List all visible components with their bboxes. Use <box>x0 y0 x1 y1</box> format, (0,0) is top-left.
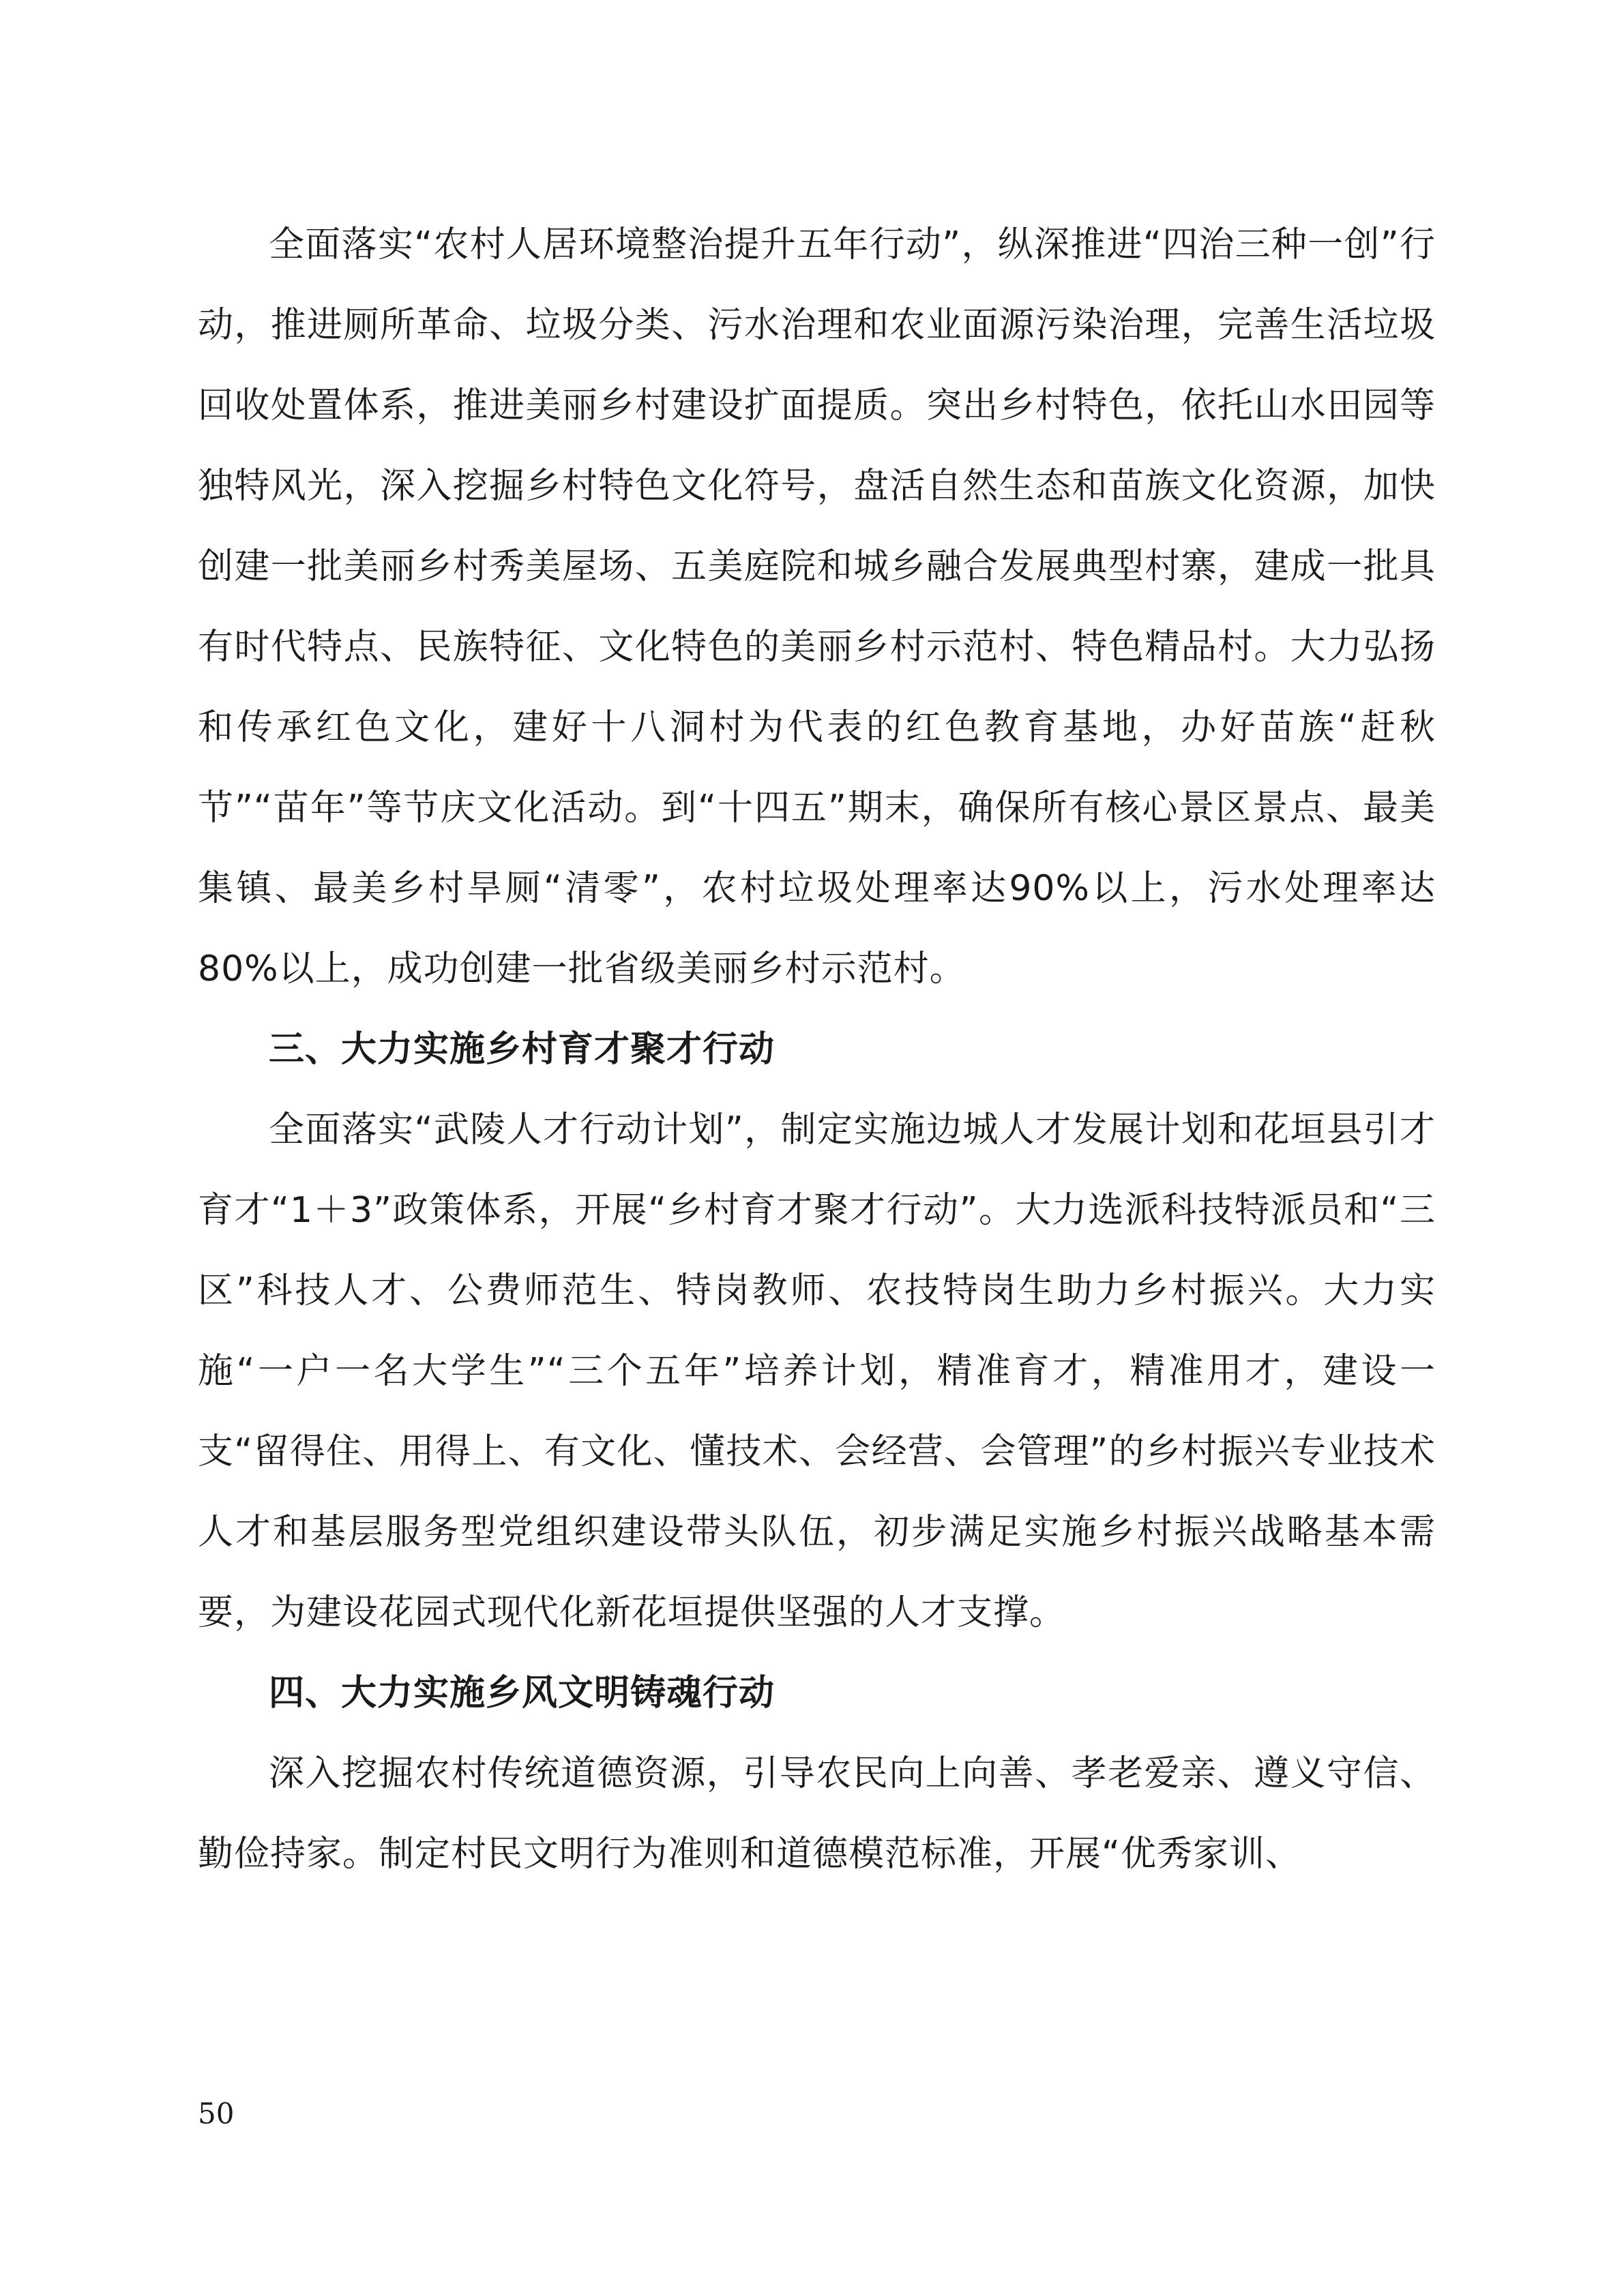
section-heading-talent: 三、大力实施乡村育才聚才行动 <box>269 1029 776 1070</box>
paragraph-talent: 全面落实“武陵人才行动计划”，制定实施边城人才发展计划和花垣县引才育才“1＋3”政策体系，开展“乡村育才聚才行动”。大力选派科技特派员和“三区”科技人才、公费师范生、特岗教师、农技特岗生助力乡村振兴。大力实施“一户一名大学生”“三个五年”培养计划，精准育才，精准用才，建设一支“留得住、用得上、有文化、懂技术、会经营、会管理”的乡村振兴专业技术人才和基层服务型党组织建设带头队伍，初步满足实施乡村振兴战略基本需要，为建设花园式现代化新花垣提供坚强的人才支撑。 <box>198 1109 1436 1633</box>
paragraph-civility: 深入挖掘农村传统道德资源，引导农民向上向善、孝老爱亲、遵义守信、勤俭持家。制定村民文明行为准则和道德模范标准，开展“优秀家训、 <box>198 1753 1436 1875</box>
paragraph-rural-environment: 全面落实“农村人居环境整治提升五年行动”，纵深推进“四治三种一创”行动，推进厕所革命、垃圾分类、污水治理和农业面源污染治理，完善生活垃圾回收处置体系，推进美丽乡村建设扩面提质。突出乡村特色，依托山水田园等独特风光，深入挖掘乡村特色文化符号，盘活自然生态和苗族文化资源，加快创建一批美丽乡村秀美屋场、五美庭院和城乡融合发展典型村寨，建成一批具有时代特点、民族特征、文化特色的美丽乡村示范村、特色精品村。大力弘扬和传承红色文化，建好十八洞村为代表的红色教育基地，办好苗族“赶秋节”“苗年”等节庆文化活动。到“十四五”期末，确保所有核心景区景点、最美集镇、最美乡村旱厕“清零”，农村垃圾处理率达90%以上，污水处理率达80%以上，成功创建一批省级美丽乡村示范村。 <box>198 224 1436 989</box>
document-body <box>198 205 1436 1894</box>
section-heading-civility: 四、大力实施乡风文明铸魂行动 <box>269 1673 776 1714</box>
page-number: 50 <box>198 2097 235 2130</box>
